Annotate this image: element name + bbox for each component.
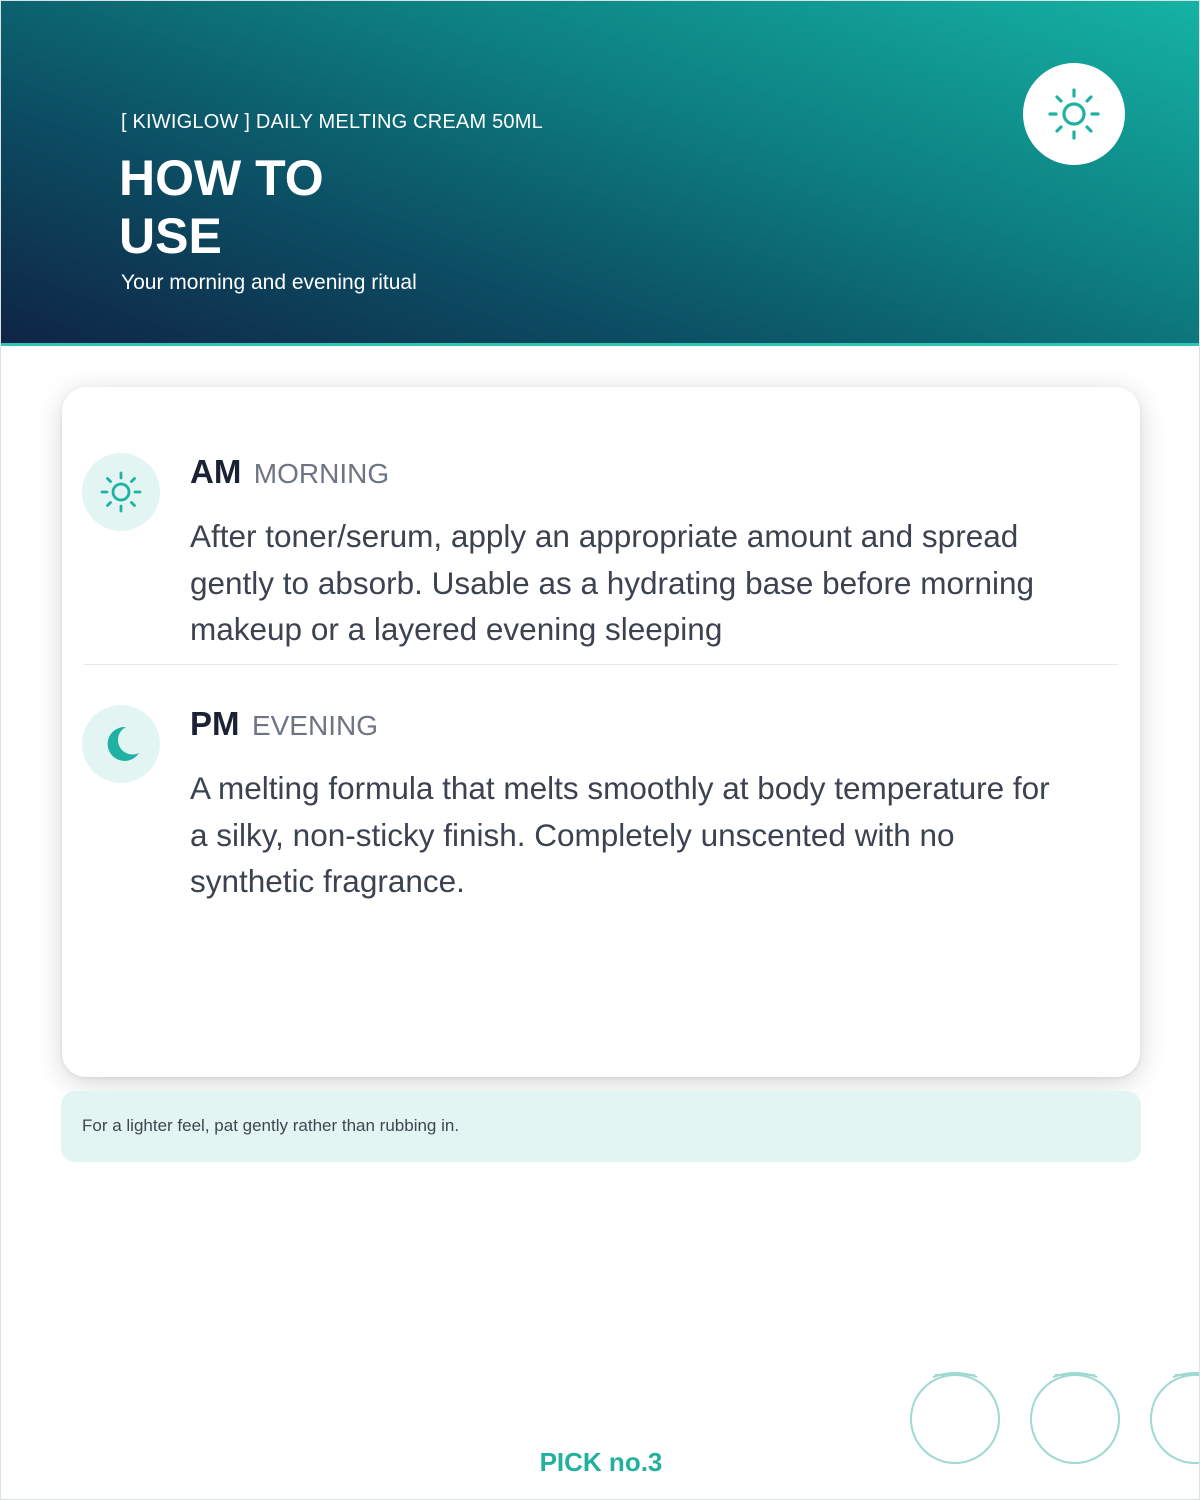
routine-am-code: AM (190, 453, 242, 490)
page-title-line-2: USE (119, 208, 222, 264)
sun-icon (99, 470, 143, 514)
routine-am-period: MORNING (253, 458, 390, 489)
routine-pm-code: PM (190, 705, 240, 742)
routine-am-heading (190, 453, 389, 491)
routine-card (62, 387, 1140, 1077)
sun-icon (1046, 86, 1102, 142)
sun-badge (1023, 63, 1125, 165)
page-title (119, 149, 519, 265)
footer-pick-label: PICK no.3 (539, 1447, 663, 1477)
moon-icon (99, 722, 143, 766)
routine-pm-description: A melting formula that melts smoothly at body temperature for a silky, non-sticky finish. Completely unscented with no synthetic fragrance. (190, 770, 1050, 899)
tip-box (61, 1091, 1141, 1162)
page-subtitle: Your morning and evening ritual (121, 271, 417, 294)
routine-pm-period: EVENING (251, 710, 378, 741)
tip-text: For a lighter feel, pat gently rather than rubbing in. (82, 1116, 460, 1135)
routine-pm-heading (190, 705, 378, 743)
product-name: [ KIWIGLOW ] DAILY MELTING CREAM 50ML (121, 111, 543, 133)
routine-am-icon-badge (82, 453, 160, 531)
routine-am-description: After toner/serum, apply an appropriate amount and spread gently to absorb. Usable as a hydrating base before morning makeup or a layered evening sleeping (190, 518, 1035, 647)
page-title-line-1: HOW TO (119, 150, 324, 206)
routine-pm-icon-badge (82, 705, 160, 783)
routine-divider (84, 664, 1118, 665)
header-banner (1, 1, 1200, 346)
